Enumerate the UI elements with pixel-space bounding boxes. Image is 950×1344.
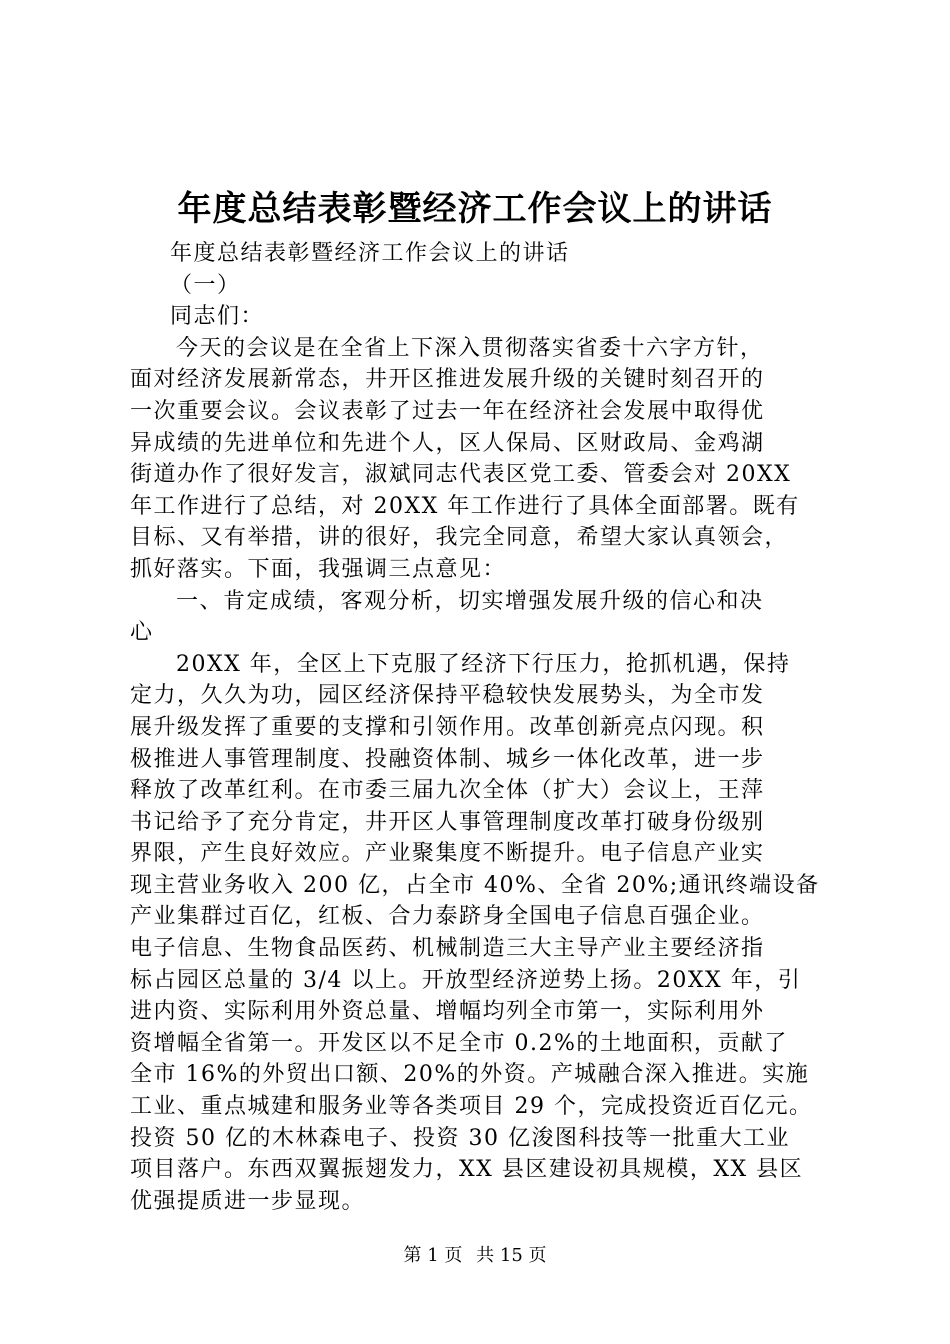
- text-line: 极推进人事管理制度、投融资体制、城乡一体化改革，进一步: [130, 746, 765, 772]
- text-line: 20XX 年，全区上下克服了经济下行压力，抢抓机遇，保持: [176, 651, 791, 677]
- text-line: 书记给予了充分肯定，井开区人事管理制度改革打破身份级别: [130, 809, 765, 835]
- paragraph-2: [130, 649, 830, 1218]
- text-line: 目标、又有举措，讲的很好，我完全同意，希望大家认真领会，: [130, 525, 789, 551]
- text-line: 现主营业务收入 200 亿，占全市 40%、全省 20%;通讯终端设备: [130, 872, 820, 898]
- text-line: 电子信息、生物食品医药、机械制造三大主导产业主要经济指: [130, 936, 765, 962]
- text-line: 一、肯定成绩，客观分析，切实增强发展升级的信心和决: [176, 588, 764, 614]
- text-line: 心: [130, 620, 154, 646]
- text-line: 定力，久久为功，园区经济保持平稳较快发展势头，为全市发: [130, 683, 765, 709]
- salutation: 同志们：: [170, 304, 265, 330]
- text-line: 今天的会议是在全省上下深入贯彻落实省委十六字方针，: [176, 335, 764, 361]
- text-line: 街道办作了很好发言，淑斌同志代表区党工委、管委会对 20XX: [130, 462, 792, 488]
- text-line: 标占园区总量的 3/4 以上。开放型经济逆势上扬。20XX 年，引: [130, 967, 802, 993]
- text-line: 全市 16%的外贸出口额、20%的外资。产城融合深入推进。实施: [130, 1062, 810, 1088]
- text-line: 面对经济发展新常态，井开区推进发展升级的关键时刻召开的: [130, 367, 765, 393]
- document-title: 年度总结表彰暨经济工作会议上的讲话: [177, 189, 773, 229]
- text-line: 优强提质进一步显现。: [130, 1188, 366, 1214]
- text-line: 年工作进行了总结，对 20XX 年工作进行了具体全面部署。既有: [130, 493, 800, 519]
- text-line: 释放了改革红利。在市委三届九次全体（扩大）会议上，王萍: [130, 778, 765, 804]
- text-line: 抓好落实。下面，我强调三点意见：: [130, 556, 507, 582]
- subtitle-line: 年度总结表彰暨经济工作会议上的讲话: [170, 241, 570, 266]
- text-line: 项目落户。东西双翼振翅发力，XX 县区建设初具规模，XX 县区: [130, 1157, 804, 1183]
- text-line: 产业集群过百亿，红板、合力泰跻身全国电子信息百强企业。: [130, 904, 765, 930]
- page-footer: [0, 1242, 950, 1270]
- part-number: （一）: [170, 272, 241, 298]
- text-line: 异成绩的先进单位和先进个人，区人保局、区财政局、金鸡湖: [130, 430, 765, 456]
- text-line: 界限，产生良好效应。产业聚集度不断提升。电子信息产业实: [130, 841, 765, 867]
- text-line: 展升级发挥了重要的支撑和引领作用。改革创新亮点闪现。积: [130, 714, 765, 740]
- paragraph-1: [130, 333, 830, 586]
- document-body: [130, 238, 830, 1217]
- section-heading: [130, 586, 830, 649]
- page-number: 第 1 页: [403, 1245, 463, 1266]
- text-line: 投资 50 亿的木林森电子、投资 30 亿浚图科技等一批重大工业: [130, 1125, 790, 1151]
- text-line: 一次重要会议。会议表彰了过去一年在经济社会发展中取得优: [130, 398, 765, 424]
- text-line: 工业、重点城建和服务业等各类项目 29 个，完成投资近百亿元。: [130, 1094, 813, 1120]
- text-line: 进内资、实际利用外资总量、增幅均列全市第一，实际利用外: [130, 999, 765, 1025]
- text-line: 资增幅全省第一。开发区以不足全市 0.2%的土地面积，贡献了: [130, 1030, 788, 1056]
- page-total: 共 15 页: [476, 1245, 547, 1266]
